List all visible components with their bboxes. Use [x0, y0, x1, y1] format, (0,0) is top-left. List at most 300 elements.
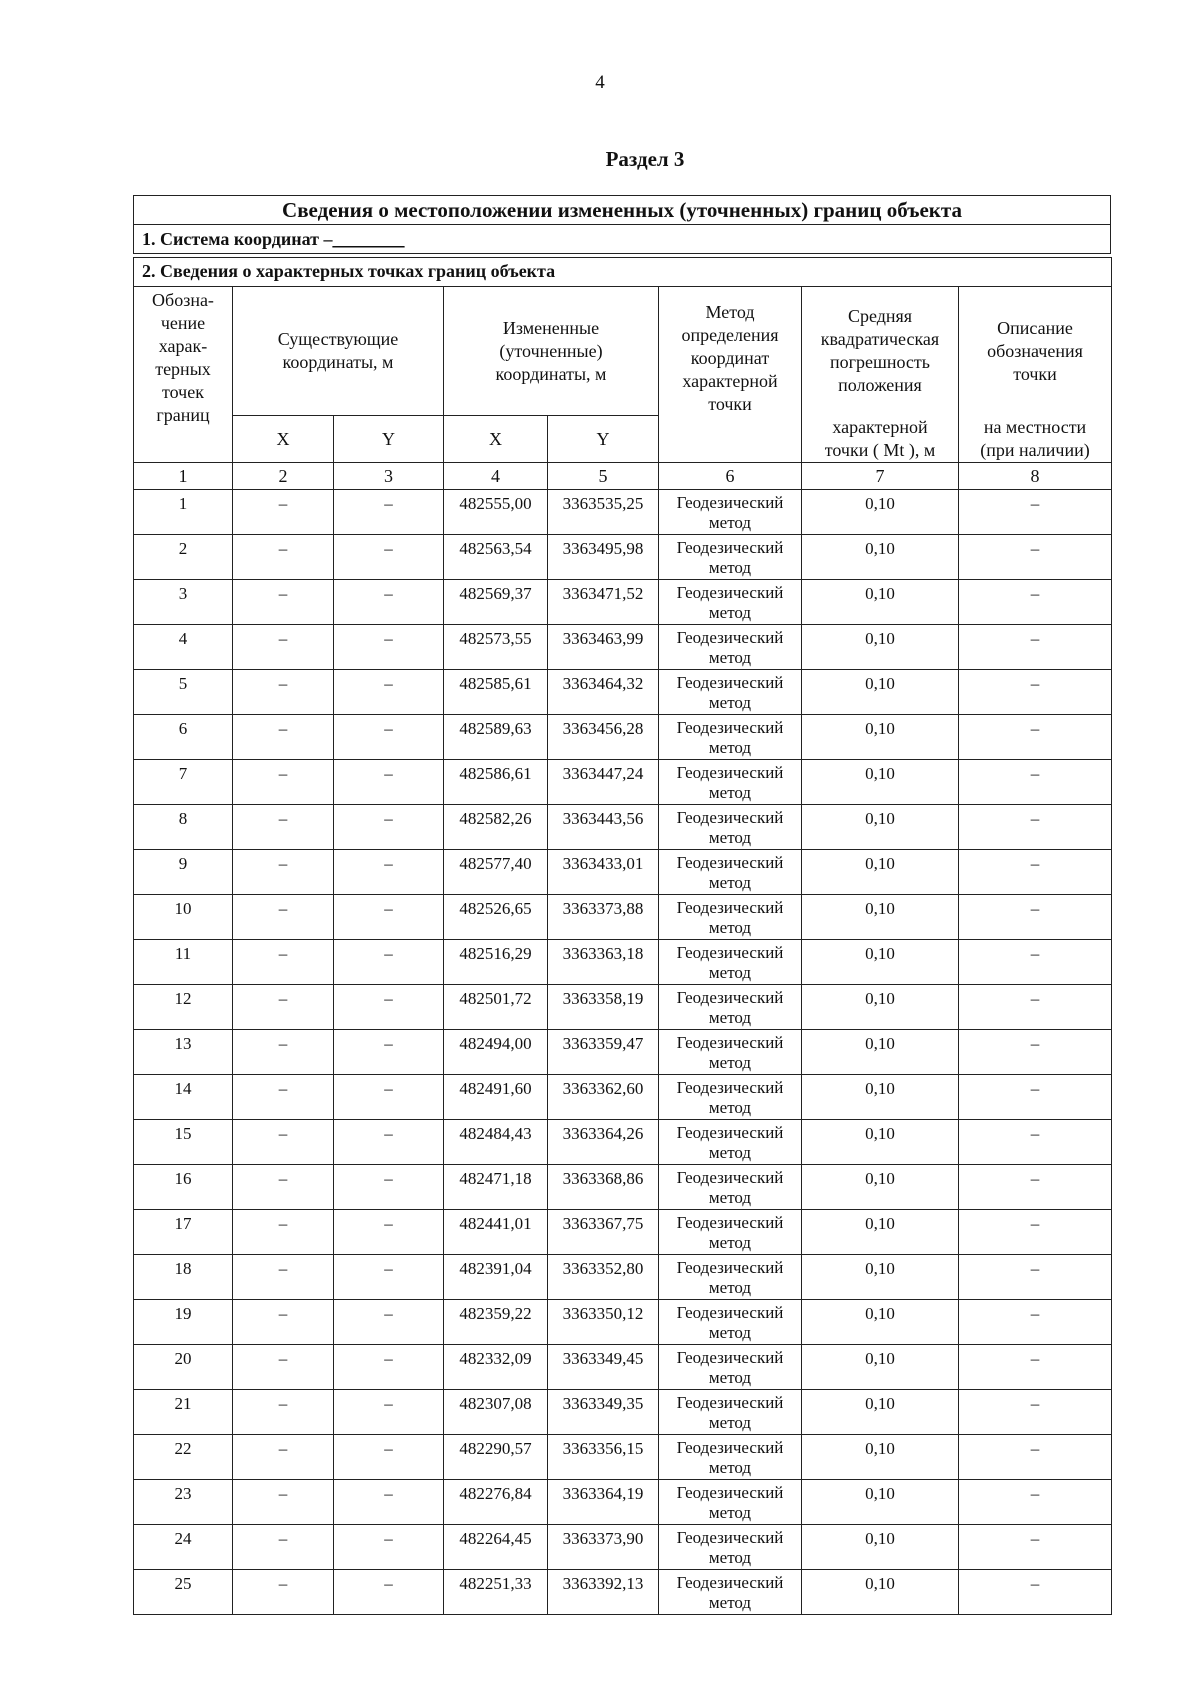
cell-existing-x: –	[233, 1345, 334, 1390]
cell-point-number: 4	[134, 625, 233, 670]
cell-mean-square-error: 0,10	[802, 1435, 959, 1480]
method-text: метод	[708, 693, 752, 712]
cell-changed-x: 482586,61	[444, 760, 548, 805]
cell-existing-x: –	[233, 1120, 334, 1165]
header-text: характерной	[682, 371, 778, 391]
cell-changed-y: 3363363,18	[548, 940, 659, 985]
method-text: метод	[708, 783, 752, 802]
cell-method	[659, 625, 802, 670]
cell-existing-x: –	[233, 985, 334, 1030]
cell-existing-y: –	[334, 760, 444, 805]
cell-existing-y: –	[334, 1525, 444, 1570]
method-text: метод	[708, 1008, 752, 1027]
cell-method	[659, 580, 802, 625]
header-text: Существующие	[277, 329, 399, 349]
method-text: метод	[708, 1548, 752, 1567]
cell-point-number: 9	[134, 850, 233, 895]
header-text: погрешность	[829, 352, 930, 373]
cell-changed-y: 3363364,19	[548, 1480, 659, 1525]
cell-existing-x: –	[233, 535, 334, 580]
method-text: Геодезический	[676, 808, 784, 827]
cell-existing-x: –	[233, 670, 334, 715]
header-text: харак-	[158, 336, 208, 356]
cell-point-description: –	[959, 985, 1112, 1030]
cell-changed-y: 3363356,15	[548, 1435, 659, 1480]
cell-existing-y: –	[334, 1255, 444, 1300]
points-table	[133, 257, 1112, 1615]
cell-existing-y: –	[334, 625, 444, 670]
method-text: Геодезический	[676, 988, 784, 1007]
table-row	[134, 625, 1112, 670]
cell-changed-y: 3363362,60	[548, 1075, 659, 1120]
cell-existing-x: –	[233, 1165, 334, 1210]
cell-existing-x: –	[233, 940, 334, 985]
table-row	[134, 1435, 1112, 1480]
cell-method	[659, 1390, 802, 1435]
table-row	[134, 1255, 1112, 1300]
cell-point-description: –	[959, 580, 1112, 625]
header-text: обозначения	[987, 340, 1083, 361]
cell-point-number: 16	[134, 1165, 233, 1210]
cell-method	[659, 940, 802, 985]
cell-changed-x: 482251,33	[444, 1570, 548, 1615]
method-text: метод	[708, 1278, 752, 1297]
cell-existing-x: –	[233, 490, 334, 535]
cell-point-description: –	[959, 1030, 1112, 1075]
table-row	[134, 1075, 1112, 1120]
cell-existing-x: –	[233, 760, 334, 805]
header-point-designation	[134, 287, 233, 463]
cell-existing-x: –	[233, 580, 334, 625]
method-text: метод	[708, 648, 752, 667]
cell-existing-x: –	[233, 625, 334, 670]
cell-point-description: –	[959, 1480, 1112, 1525]
table-row	[134, 1570, 1112, 1615]
cell-changed-x: 482332,09	[444, 1345, 548, 1390]
cell-point-number: 24	[134, 1525, 233, 1570]
cell-point-description: –	[959, 670, 1112, 715]
method-text: Геодезический	[676, 853, 784, 872]
cell-method	[659, 1525, 802, 1570]
cell-existing-x: –	[233, 850, 334, 895]
cell-point-description: –	[959, 1525, 1112, 1570]
table-row	[134, 985, 1112, 1030]
cell-mean-square-error: 0,10	[802, 1570, 959, 1615]
header-text: точки	[708, 394, 752, 414]
table-row	[134, 715, 1112, 760]
cell-changed-x: 482589,63	[444, 715, 548, 760]
table-row	[134, 760, 1112, 805]
cell-point-number: 18	[134, 1255, 233, 1300]
cell-changed-x: 482391,04	[444, 1255, 548, 1300]
header-text: Обозна-	[152, 290, 214, 310]
cell-existing-x: –	[233, 1435, 334, 1480]
cell-changed-y: 3363368,86	[548, 1165, 659, 1210]
column-number: 7	[802, 463, 959, 490]
cell-mean-square-error: 0,10	[802, 1165, 959, 1210]
cell-point-number: 3	[134, 580, 233, 625]
coord-system-row	[134, 225, 1111, 254]
cell-changed-y: 3363367,75	[548, 1210, 659, 1255]
cell-changed-x: 482264,45	[444, 1525, 548, 1570]
cell-point-number: 12	[134, 985, 233, 1030]
cell-existing-y: –	[334, 1165, 444, 1210]
section-title: Раздел 3	[605, 147, 685, 171]
cell-point-description: –	[959, 1435, 1112, 1480]
method-text: метод	[708, 963, 752, 982]
method-text: метод	[708, 1053, 752, 1072]
header-mean-square-error	[802, 287, 959, 416]
column-number: 8	[959, 463, 1112, 490]
cell-point-number: 1	[134, 490, 233, 535]
cell-existing-y: –	[334, 490, 444, 535]
cell-point-number: 7	[134, 760, 233, 805]
cell-changed-y: 3363471,52	[548, 580, 659, 625]
header-text: чение	[160, 313, 206, 333]
cell-mean-square-error: 0,10	[802, 1390, 959, 1435]
cell-existing-x: –	[233, 1075, 334, 1120]
cell-mean-square-error: 0,10	[802, 760, 959, 805]
header-text: на местности	[983, 416, 1087, 437]
table-row	[134, 1300, 1112, 1345]
cell-method	[659, 1345, 802, 1390]
cell-changed-x: 482569,37	[444, 580, 548, 625]
header-text: терных	[155, 359, 211, 379]
cell-point-number: 19	[134, 1300, 233, 1345]
cell-point-description: –	[959, 625, 1112, 670]
header-text: координаты, м	[282, 352, 394, 372]
cell-point-number: 14	[134, 1075, 233, 1120]
cell-point-description: –	[959, 850, 1112, 895]
cell-changed-x: 482276,84	[444, 1480, 548, 1525]
cell-method	[659, 985, 802, 1030]
cell-existing-x: –	[233, 1210, 334, 1255]
header-text: Средняя	[847, 306, 913, 327]
cell-point-number: 23	[134, 1480, 233, 1525]
table-row	[134, 1210, 1112, 1255]
cell-point-description: –	[959, 805, 1112, 850]
cell-changed-x: 482491,60	[444, 1075, 548, 1120]
table-row	[134, 1345, 1112, 1390]
points-table-body	[134, 258, 1112, 1615]
cell-point-number: 20	[134, 1345, 233, 1390]
header-changed-coordinates	[444, 287, 659, 416]
column-number: 5	[548, 463, 659, 490]
cell-changed-y: 3363373,88	[548, 895, 659, 940]
cell-existing-y: –	[334, 1300, 444, 1345]
table-row	[134, 490, 1112, 535]
cell-changed-y: 3363373,90	[548, 1525, 659, 1570]
cell-method	[659, 1255, 802, 1300]
cell-mean-square-error: 0,10	[802, 625, 959, 670]
cell-method	[659, 895, 802, 940]
cell-point-description: –	[959, 1165, 1112, 1210]
method-text: Геодезический	[676, 1483, 784, 1502]
method-text: Геодезический	[676, 538, 784, 557]
header-text: (уточненные)	[499, 340, 603, 361]
cell-changed-x: 482290,57	[444, 1435, 548, 1480]
cell-mean-square-error: 0,10	[802, 1030, 959, 1075]
cell-mean-square-error: 0,10	[802, 1075, 959, 1120]
method-text: метод	[708, 1098, 752, 1117]
cell-existing-y: –	[334, 715, 444, 760]
cell-mean-square-error: 0,10	[802, 805, 959, 850]
cell-point-number: 10	[134, 895, 233, 940]
header-changed-y: Y	[548, 416, 659, 463]
cell-changed-x: 482484,43	[444, 1120, 548, 1165]
cell-point-number: 8	[134, 805, 233, 850]
cell-changed-y: 3363535,25	[548, 490, 659, 535]
cell-changed-y: 3363358,19	[548, 985, 659, 1030]
cell-existing-x: –	[233, 1480, 334, 1525]
cell-changed-y: 3363464,32	[548, 670, 659, 715]
cell-point-description: –	[959, 1300, 1112, 1345]
cell-changed-y: 3363433,01	[548, 850, 659, 895]
header-existing-y: Y	[334, 416, 444, 463]
table-row	[134, 895, 1112, 940]
cell-point-description: –	[959, 895, 1112, 940]
method-text: Геодезический	[676, 943, 784, 962]
method-text: метод	[708, 1593, 752, 1612]
table-row	[134, 1030, 1112, 1075]
cell-existing-x: –	[233, 715, 334, 760]
cell-existing-x: –	[233, 1030, 334, 1075]
cell-mean-square-error: 0,10	[802, 940, 959, 985]
table-title: Сведения о местоположении измененных (уточненных) границ объекта	[134, 196, 1111, 225]
header-existing-coordinates	[233, 287, 444, 416]
cell-point-number: 21	[134, 1390, 233, 1435]
cell-existing-y: –	[334, 940, 444, 985]
header-mean-square-error-sub	[802, 416, 959, 463]
table-row	[134, 805, 1112, 850]
method-text: метод	[708, 1233, 752, 1252]
cell-existing-x: –	[233, 895, 334, 940]
header-text: определения	[681, 325, 779, 345]
cell-existing-y: –	[334, 850, 444, 895]
table-row	[134, 535, 1112, 580]
cell-changed-y: 3363463,99	[548, 625, 659, 670]
column-number: 3	[334, 463, 444, 490]
cell-existing-y: –	[334, 1210, 444, 1255]
header-text: координаты, м	[495, 363, 607, 384]
cell-changed-x: 482577,40	[444, 850, 548, 895]
header-text: (при наличии)	[980, 439, 1090, 460]
column-number: 1	[134, 463, 233, 490]
cell-point-number: 22	[134, 1435, 233, 1480]
method-text: метод	[708, 1413, 752, 1432]
cell-existing-x: –	[233, 1300, 334, 1345]
method-text: метод	[708, 1503, 752, 1522]
column-number: 4	[444, 463, 548, 490]
method-text: метод	[708, 513, 752, 532]
cell-method	[659, 1165, 802, 1210]
method-text: Геодезический	[676, 898, 784, 917]
table-row	[134, 580, 1112, 625]
cell-method	[659, 490, 802, 535]
method-text: Геодезический	[676, 1033, 784, 1052]
cell-existing-x: –	[233, 1390, 334, 1435]
cell-mean-square-error: 0,10	[802, 670, 959, 715]
cell-existing-y: –	[334, 670, 444, 715]
cell-point-number: 6	[134, 715, 233, 760]
header-text: квадратическая	[820, 329, 940, 350]
header-existing-x: X	[233, 416, 334, 463]
cell-changed-y: 3363349,45	[548, 1345, 659, 1390]
cell-mean-square-error: 0,10	[802, 490, 959, 535]
cell-point-description: –	[959, 1570, 1112, 1615]
cell-changed-x: 482573,55	[444, 625, 548, 670]
cell-method	[659, 1300, 802, 1345]
cell-changed-y: 3363447,24	[548, 760, 659, 805]
table-row	[134, 670, 1112, 715]
cell-method	[659, 850, 802, 895]
cell-mean-square-error: 0,10	[802, 535, 959, 580]
cell-point-description: –	[959, 1210, 1112, 1255]
cell-changed-x: 482582,26	[444, 805, 548, 850]
cell-changed-x: 482555,00	[444, 490, 548, 535]
cell-changed-x: 482441,01	[444, 1210, 548, 1255]
cell-changed-y: 3363349,35	[548, 1390, 659, 1435]
cell-mean-square-error: 0,10	[802, 1210, 959, 1255]
header-text: Описание	[997, 317, 1073, 338]
cell-method	[659, 1120, 802, 1165]
cell-existing-y: –	[334, 1480, 444, 1525]
method-text: Геодезический	[676, 1438, 784, 1457]
header-point-description-sub	[959, 416, 1112, 463]
method-text: Геодезический	[676, 1528, 784, 1547]
table-row	[134, 1480, 1112, 1525]
cell-existing-x: –	[233, 805, 334, 850]
cell-point-number: 17	[134, 1210, 233, 1255]
cell-existing-y: –	[334, 1390, 444, 1435]
cell-existing-y: –	[334, 1435, 444, 1480]
cell-method	[659, 1435, 802, 1480]
cell-existing-y: –	[334, 1120, 444, 1165]
cell-changed-y: 3363359,47	[548, 1030, 659, 1075]
method-text: метод	[708, 828, 752, 847]
cell-changed-y: 3363392,13	[548, 1570, 659, 1615]
method-text: метод	[708, 558, 752, 577]
cell-changed-x: 482501,72	[444, 985, 548, 1030]
method-text: Геодезический	[676, 1393, 784, 1412]
cell-changed-y: 3363495,98	[548, 535, 659, 580]
cell-point-number: 13	[134, 1030, 233, 1075]
cell-existing-x: –	[233, 1570, 334, 1615]
header-table	[133, 195, 1111, 254]
cell-changed-x: 482516,29	[444, 940, 548, 985]
cell-changed-x: 482471,18	[444, 1165, 548, 1210]
method-text: метод	[708, 603, 752, 622]
cell-existing-y: –	[334, 895, 444, 940]
coord-system-label: 1. Система координат –	[142, 228, 333, 249]
table-row	[134, 1390, 1112, 1435]
cell-method	[659, 1570, 802, 1615]
table-row	[134, 940, 1112, 985]
cell-mean-square-error: 0,10	[802, 895, 959, 940]
cell-mean-square-error: 0,10	[802, 985, 959, 1030]
method-text: Геодезический	[676, 1573, 784, 1592]
cell-point-number: 25	[134, 1570, 233, 1615]
cell-changed-y: 3363443,56	[548, 805, 659, 850]
cell-point-number: 15	[134, 1120, 233, 1165]
table-row	[134, 1525, 1112, 1570]
cell-existing-y: –	[334, 985, 444, 1030]
cell-point-description: –	[959, 535, 1112, 580]
table-row	[134, 1165, 1112, 1210]
header-text: точки ( Mt ), м	[824, 439, 936, 460]
header-text: Метод	[705, 302, 755, 322]
cell-method	[659, 1210, 802, 1255]
cell-point-number: 11	[134, 940, 233, 985]
cell-method	[659, 1075, 802, 1120]
method-text: Геодезический	[676, 673, 784, 692]
method-text: Геодезический	[676, 1213, 784, 1232]
cell-existing-y: –	[334, 1345, 444, 1390]
cell-method	[659, 1030, 802, 1075]
cell-point-number: 2	[134, 535, 233, 580]
cell-mean-square-error: 0,10	[802, 1300, 959, 1345]
header-changed-x: X	[444, 416, 548, 463]
cell-method	[659, 805, 802, 850]
cell-point-description: –	[959, 1390, 1112, 1435]
method-text: метод	[708, 738, 752, 757]
cell-mean-square-error: 0,10	[802, 1120, 959, 1165]
cell-changed-x: 482563,54	[444, 535, 548, 580]
cell-existing-y: –	[334, 1570, 444, 1615]
method-text: Геодезический	[676, 1348, 784, 1367]
cell-changed-y: 3363350,12	[548, 1300, 659, 1345]
cell-point-description: –	[959, 715, 1112, 760]
method-text: метод	[708, 1458, 752, 1477]
cell-point-description: –	[959, 1255, 1112, 1300]
cell-mean-square-error: 0,10	[802, 1480, 959, 1525]
cell-method	[659, 760, 802, 805]
cell-existing-x: –	[233, 1255, 334, 1300]
method-text: Геодезический	[676, 1303, 784, 1322]
cell-changed-y: 3363364,26	[548, 1120, 659, 1165]
header-text: Измененные	[502, 317, 600, 338]
method-text: метод	[708, 1143, 752, 1162]
header-text: координат	[690, 348, 770, 368]
cell-existing-x: –	[233, 1525, 334, 1570]
method-text: Геодезический	[676, 763, 784, 782]
header-text: границ	[156, 405, 210, 425]
cell-mean-square-error: 0,10	[802, 1255, 959, 1300]
boundary-document	[133, 195, 1111, 1615]
table-row	[134, 1120, 1112, 1165]
cell-mean-square-error: 0,10	[802, 1345, 959, 1390]
method-text: Геодезический	[676, 1168, 784, 1187]
table-row	[134, 850, 1112, 895]
cell-point-description: –	[959, 1075, 1112, 1120]
cell-method	[659, 715, 802, 760]
page-number: 4	[595, 72, 605, 93]
method-text: метод	[708, 1368, 752, 1387]
cell-changed-y: 3363352,80	[548, 1255, 659, 1300]
points-section-label: 2. Сведения о характерных точках границ объекта	[134, 258, 1112, 287]
cell-existing-y: –	[334, 805, 444, 850]
cell-mean-square-error: 0,10	[802, 1525, 959, 1570]
method-text: Геодезический	[676, 628, 784, 647]
method-text: Геодезический	[676, 583, 784, 602]
cell-point-description: –	[959, 760, 1112, 805]
method-text: Геодезический	[676, 1078, 784, 1097]
header-text: точки	[1013, 363, 1057, 384]
column-number: 2	[233, 463, 334, 490]
cell-point-description: –	[959, 940, 1112, 985]
cell-existing-y: –	[334, 580, 444, 625]
header-point-description	[959, 287, 1112, 416]
